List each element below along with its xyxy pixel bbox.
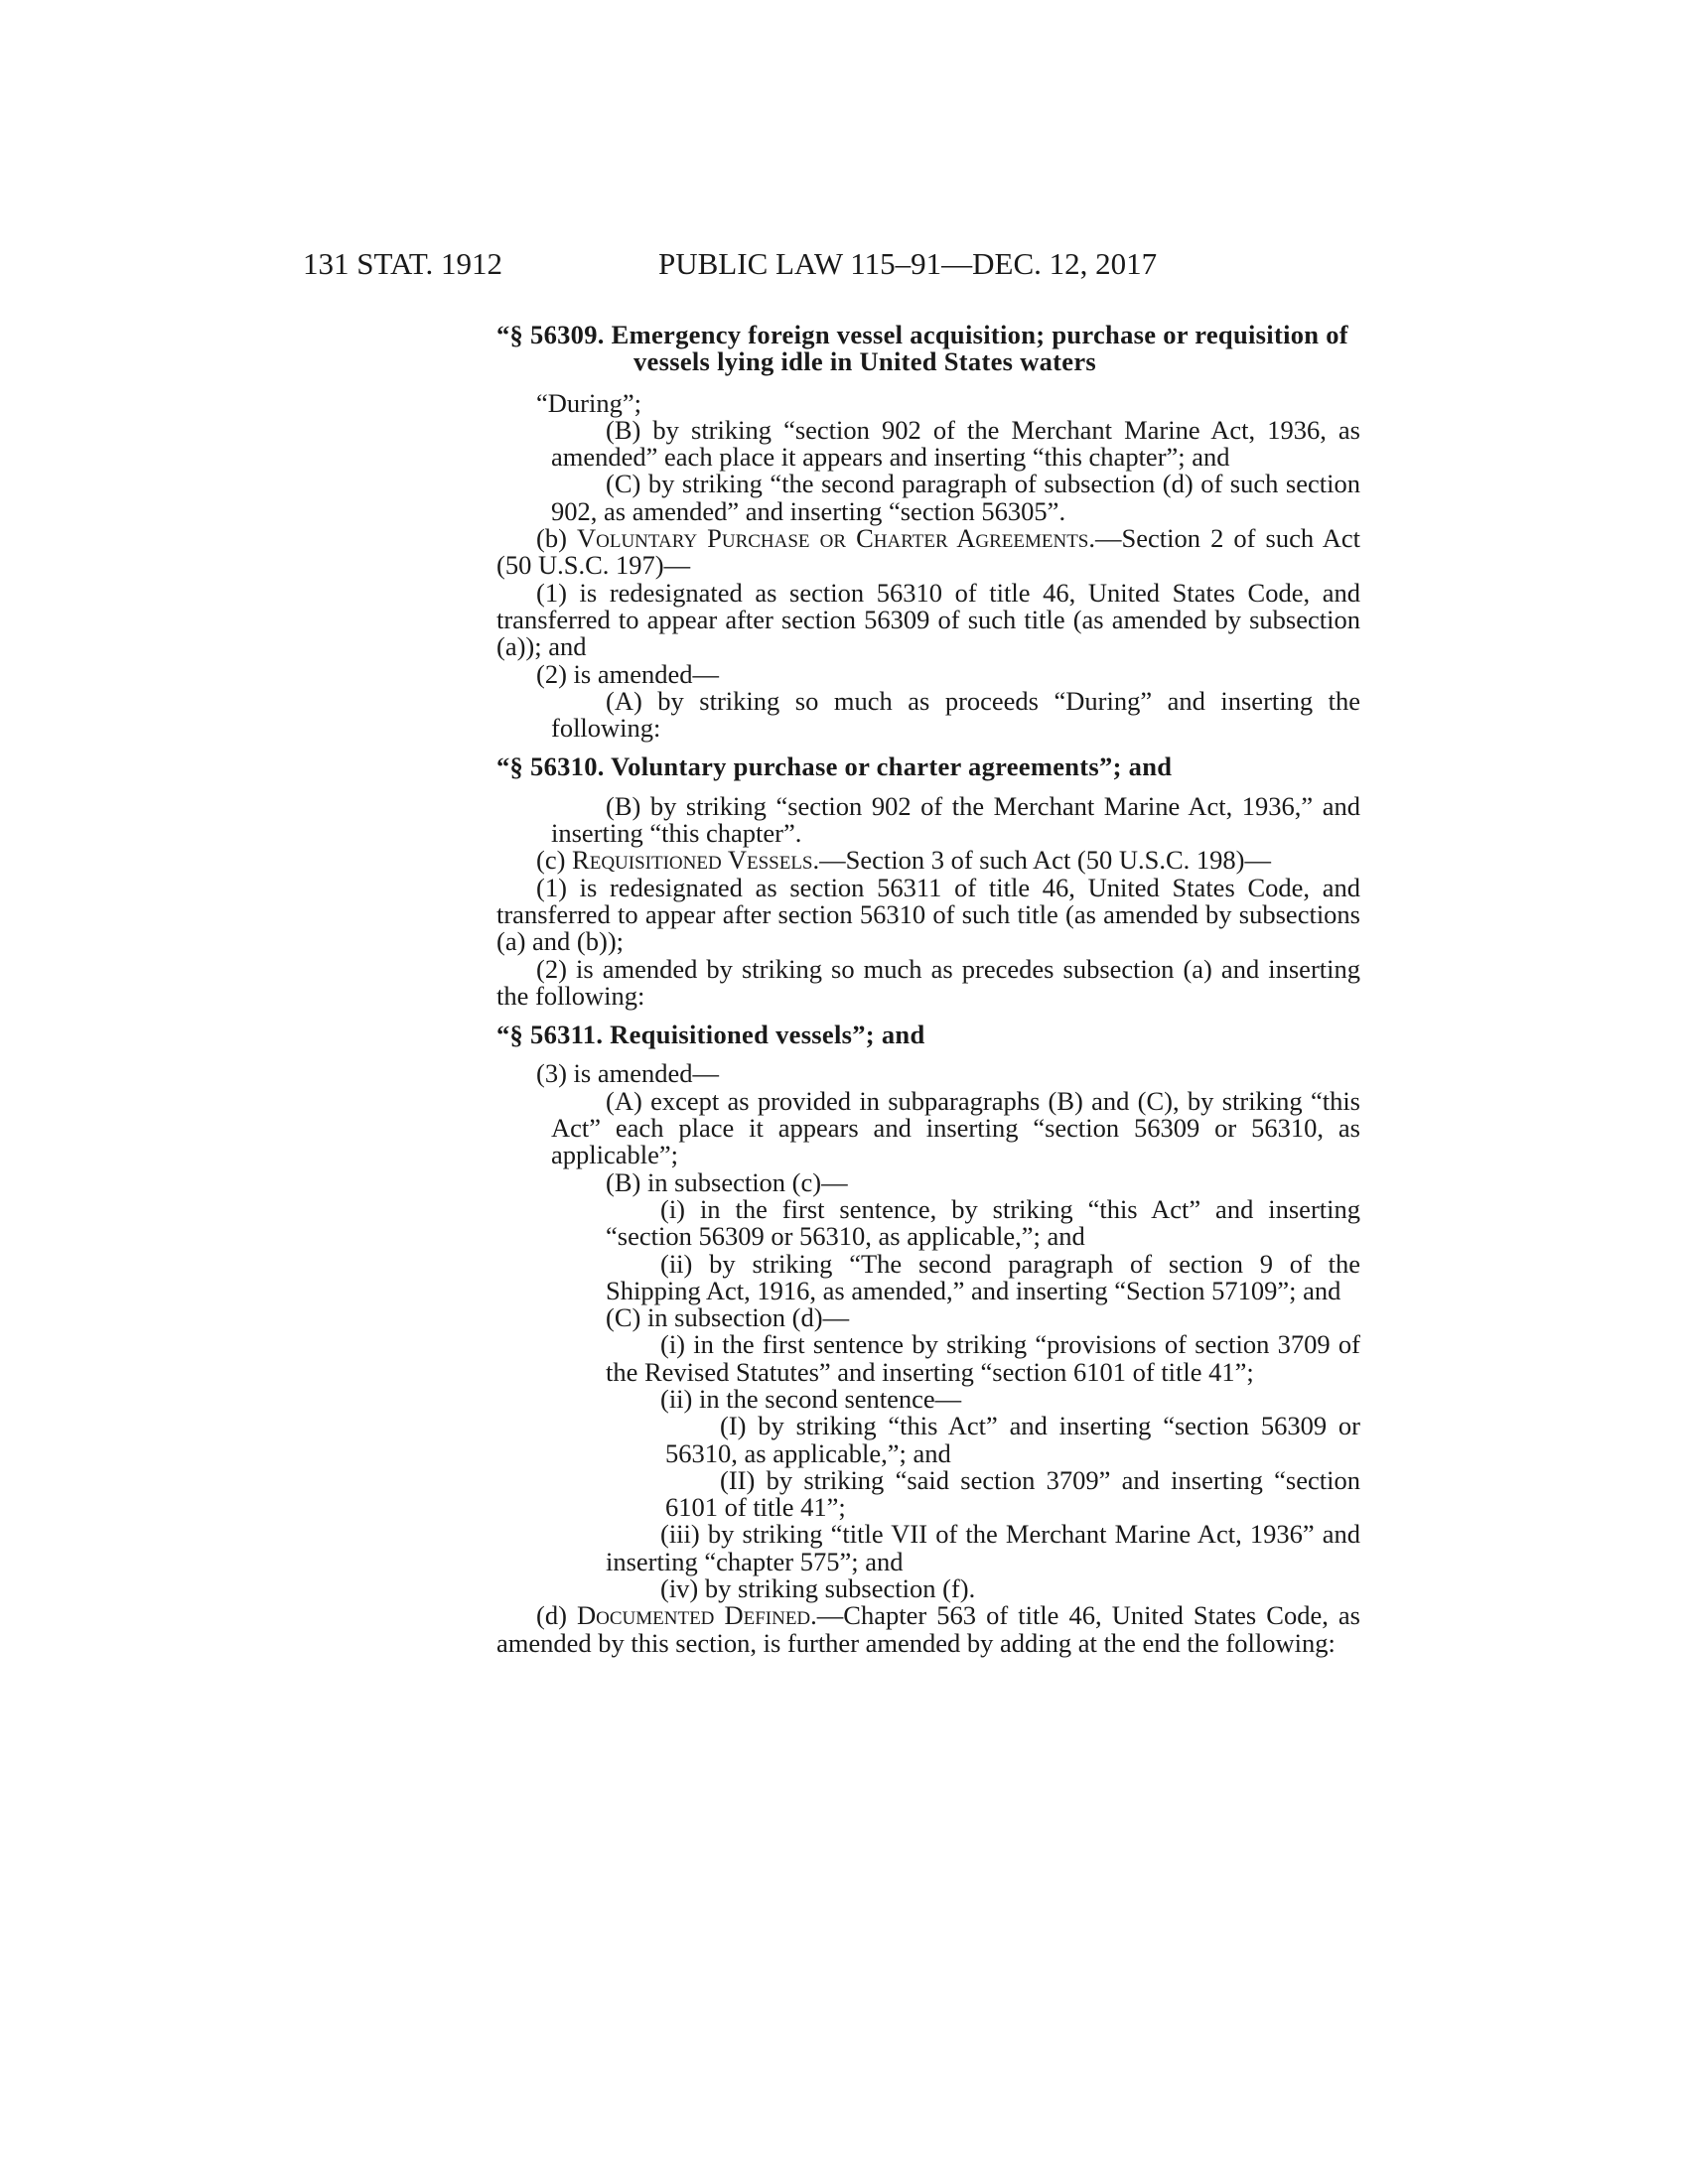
paragraph-c-3-C-ii: (ii) in the second sentence— [660, 1383, 962, 1414]
paragraph-c-3-C-iii: (iii) by striking “title VII of the Merchant Marine Act, 1936” and inserting “chapter 575”; and [606, 1519, 1360, 1576]
document-body [496, 316, 1360, 1657]
subsection-d-text: .—Chapter 563 of title 46, United States Code, as amended by this section, is further amended by adding at the end the following: [496, 1600, 1360, 1658]
subsection-c [496, 847, 1360, 874]
subsection-c-enum: (c) [536, 845, 566, 876]
subsection-b-enum: (b) [536, 523, 567, 554]
paragraph-c-3-B-i: (i) in the first sentence, by striking “this Act” and inserting “section 56309 or 56310, as applicable,”; and [606, 1193, 1360, 1252]
paragraph-a-B: (B) by striking “section 902 of the Merchant Marine Act, 1936, as amended” each place it appears and inserting “this chapter”; and [551, 414, 1360, 473]
paragraph-c-3-C-ii-I: (I) by striking “this Act” and inserting “section 56309 or 56310, as applicable,”; and [665, 1411, 1360, 1468]
paragraph-b-1: (1) is redesignated as section 56310 of title 46, United States Code, and transferred to appear after section 56309 of such title (as amended by subsection (a)); and [496, 577, 1360, 662]
paragraph-a-C: (C) by striking “the second paragraph of subsection (d) of such section 902, as amended” and inserting “section 56305”. [551, 469, 1360, 526]
section-heading-56309: “§ 56309. Emergency foreign vessel acquisition; purchase or requisition of vessels lying idle in United States waters [496, 320, 1348, 377]
paragraph-c-3: (3) is amended— [536, 1058, 719, 1089]
section-heading-56310: “§ 56310. Voluntary purchase or charter agreements”; and [496, 751, 1173, 782]
paragraph-c-2: (2) is amended by striking so much as precedes subsection (a) and inserting the following: [496, 953, 1360, 1011]
paragraph-b-2: (2) is amended— [536, 658, 719, 689]
paragraph-c-3-C: (C) in subsection (d)— [606, 1302, 850, 1333]
subsection-b-text: .—Section 2 of such Act (50 U.S.C. 197)— [496, 523, 1360, 581]
public-law-citation: PUBLIC LAW 115–91—DEC. 12, 2017 [658, 246, 1158, 281]
paragraph-c-3-C-iv: (iv) by striking subsection (f). [660, 1573, 976, 1604]
paragraph-c-1: (1) is redesignated as section 56311 of title 46, United States Code, and transferred to appear after section 56310 of such title (as amended by subsections (a) and (b)); [496, 872, 1360, 957]
paragraph-c-3-C-ii-II: (II) by striking “said section 3709” and inserting “section 6101 of title 41”; [665, 1464, 1360, 1523]
subsection-d-caption: Documented Defined [576, 1600, 811, 1631]
section-heading-56311: “§ 56311. Requisitioned vessels”; and [496, 1020, 925, 1050]
paragraph-c-3-A: (A) except as provided in subparagraphs (B) and (C), by striking “this Act” each place it appears and inserting “section 56309 or 56310, as applicable”; [551, 1085, 1360, 1170]
subsection-d-enum: (d) [536, 1600, 567, 1631]
paragraph-b-2-A: (A) by striking so much as proceeds “During” and inserting the following: [551, 685, 1360, 744]
paragraph-c-3-B-ii: (ii) by striking “The second paragraph of section 9 of the Shipping Act, 1916, as amended,” and inserting “Section 57109”; and [606, 1248, 1360, 1305]
quoted-during: “During”; [536, 387, 641, 418]
subsection-b-caption: Voluntary Purchase or Charter Agreements [576, 523, 1089, 554]
paragraph-c-3-C-i: (i) in the first sentence by striking “provisions of section 3709 of the Revised Statutes” and inserting “section 6101 of title 41”; [606, 1329, 1360, 1387]
subsection-c-text: .—Section 3 of such Act (50 U.S.C. 198)— [812, 845, 1272, 876]
paragraph-b-2-B: (B) by striking “section 902 of the Merchant Marine Act, 1936,” and inserting “this chapter”. [551, 790, 1360, 849]
subsection-c-caption: Requisitioned Vessels [572, 845, 813, 876]
paragraph-c-3-B: (B) in subsection (c)— [606, 1166, 848, 1197]
subsection-b [496, 525, 1360, 580]
statute-page-number: 131 STAT. 1912 [303, 246, 503, 281]
subsection-d [496, 1602, 1360, 1657]
